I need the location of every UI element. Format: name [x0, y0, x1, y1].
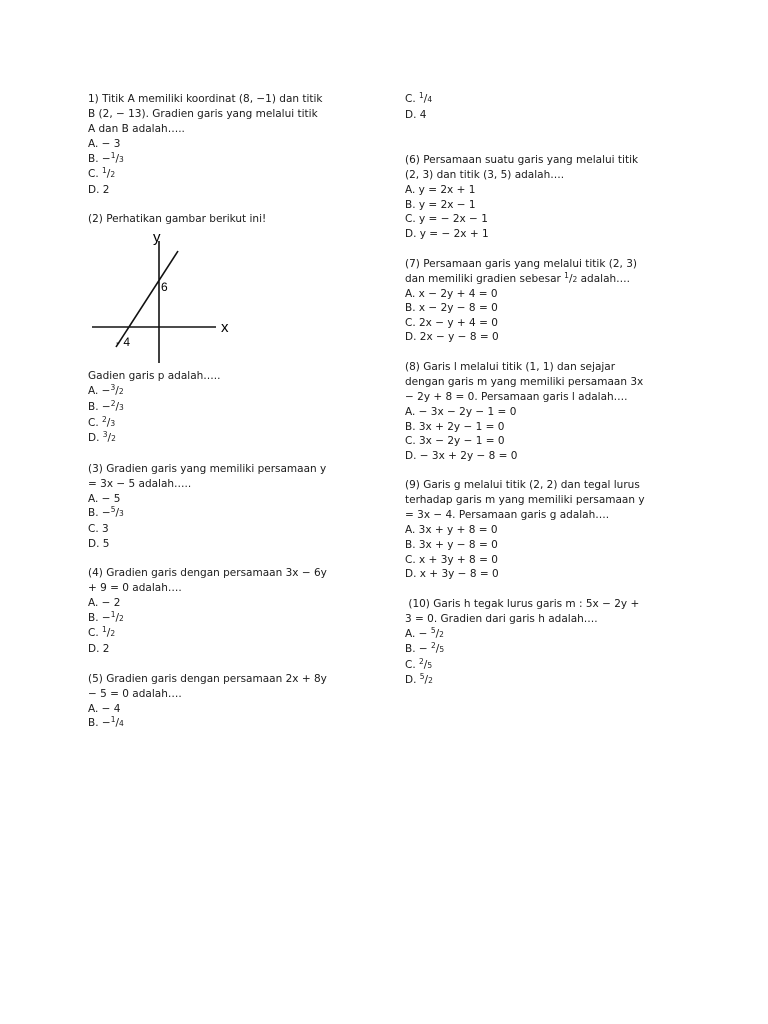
answer-option: [405, 538, 645, 553]
fraction-denominator: 3: [119, 402, 124, 412]
answer-option: [405, 405, 645, 420]
question-text: (2) Perhatikan gambar berikut ini!: [88, 213, 267, 226]
answer-options: [88, 384, 328, 446]
option-label: C.: [88, 416, 103, 429]
option-label: D. 2: [88, 642, 110, 655]
option-label: A. − 4: [88, 702, 121, 715]
option-label: B. −: [88, 717, 111, 730]
y-intercept-label: 6: [161, 280, 168, 295]
fraction-denominator: 5: [439, 645, 445, 655]
fraction-denominator: 2: [118, 387, 124, 397]
option-label: B. y = 2x − 1: [405, 198, 476, 211]
fraction-slash: /: [435, 627, 440, 640]
fraction-denominator: 2: [119, 613, 124, 623]
fraction-denominator: 3: [119, 154, 124, 164]
question-text: (5) Gradien garis dengan persamaan 2x + 8y − 5 = 0 adalah….: [88, 672, 331, 700]
answer-options: [88, 596, 328, 656]
fraction-slash: /: [115, 717, 120, 730]
fraction-slash: /: [106, 416, 111, 429]
answer-option: [405, 92, 645, 108]
fraction-numerator: 2: [110, 398, 116, 408]
answer-option: [405, 553, 645, 568]
fraction-slash: /: [115, 611, 120, 624]
answer-option: [405, 673, 645, 689]
fraction-numerator: 3: [110, 383, 116, 393]
answer-option: [88, 642, 328, 657]
answer-option: [88, 400, 328, 416]
fraction-denominator: 3: [110, 418, 116, 428]
question-text: (9) Garis g melalui titik (2, 2) dan tegal lurus terhadap garis m yang memiliki persamaan y = 3x − 4. Persamaan garis g adalah….: [405, 479, 648, 522]
question-8: [405, 360, 645, 463]
question-text: [405, 257, 645, 287]
option-label: A. −: [88, 385, 111, 398]
question-text: (6) Persamaan suatu garis yang melalui titik (2, 3) dan titik (3, 5) adalah….: [405, 154, 642, 182]
option-label: C.: [405, 658, 420, 671]
answer-options: [405, 92, 645, 122]
option-label: B. −: [88, 400, 111, 413]
answer-option: [405, 420, 645, 435]
answer-options: [88, 492, 328, 551]
answer-option: [405, 330, 645, 345]
question-text: 1) Titik A memiliki koordinat (8, −1) dan titik B (2, − 13). Gradien garis yang melalui titik A dan B adalah…..: [88, 93, 326, 135]
fraction-numerator: 1: [110, 715, 116, 725]
fraction-slash: /: [423, 658, 428, 671]
line-graph-figure: [88, 231, 248, 367]
fraction-numerator: 3: [102, 430, 108, 440]
question-7: [405, 257, 645, 345]
answer-option: [88, 183, 328, 198]
answer-option: [88, 431, 328, 447]
answer-option: [88, 537, 328, 552]
fraction-slash: /: [115, 400, 120, 413]
fraction-slash: /: [115, 385, 119, 398]
option-label: C. y = − 2x − 1: [405, 213, 488, 226]
option-label: D.: [88, 432, 103, 445]
question-text-end: adalah….: [577, 272, 630, 285]
option-label: B. x − 2y − 8 = 0: [405, 302, 498, 315]
answer-option: [88, 611, 328, 627]
option-label: C. x + 3y + 8 = 0: [405, 553, 498, 566]
answer-option: [88, 522, 328, 537]
fraction-slash: /: [568, 272, 573, 285]
option-label: C. 3x − 2y − 1 = 0: [405, 435, 505, 448]
fraction-denominator: 2: [111, 434, 116, 444]
question-text-start: (7) Persamaan garis yang melalui titik (2, 3) dan memiliki gradien sebesar: [405, 257, 641, 285]
answer-option: [405, 449, 645, 464]
option-label: A. y = 2x + 1: [405, 184, 476, 197]
option-label: A. x − 2y + 4 = 0: [405, 287, 498, 300]
question-9: [405, 478, 648, 581]
fraction-denominator: 4: [427, 95, 433, 104]
answer-options: [405, 405, 645, 463]
question-text: (3) Gradien garis yang memiliki persamaan y = 3x − 5 adalah…..: [88, 462, 330, 490]
option-label: D. 2: [88, 183, 110, 196]
fraction-denominator: 3: [119, 509, 124, 519]
fraction-denominator: 5: [427, 660, 433, 670]
option-label: D.: [405, 674, 420, 687]
question-5-continued: [405, 92, 645, 122]
answer-option: [405, 212, 645, 227]
answer-option: [88, 506, 328, 522]
answer-options: [405, 627, 645, 689]
answer-option: [88, 167, 328, 183]
answer-option: [405, 108, 645, 123]
fraction-numerator: 1: [110, 150, 116, 160]
option-label: B. 3x + y − 8 = 0: [405, 538, 498, 551]
question-4: [88, 566, 331, 656]
answer-option: [88, 702, 328, 717]
fraction-slash: /: [115, 152, 120, 165]
fraction-numerator: 1: [110, 609, 116, 619]
answer-option: [88, 416, 328, 432]
option-label: B. −: [88, 611, 111, 624]
answer-option: [405, 301, 645, 316]
option-label: C. 2x − y + 4 = 0: [405, 316, 498, 329]
answer-option: [405, 523, 645, 538]
answer-option: [405, 287, 645, 302]
answer-option: [405, 434, 645, 449]
answer-options: [88, 137, 328, 197]
answer-option: [88, 626, 328, 642]
answer-options: [405, 523, 645, 581]
answer-option: [405, 316, 645, 331]
fraction-slash: /: [106, 168, 111, 181]
x-intercept-label: - 4: [116, 335, 131, 350]
fraction-denominator: 2: [110, 170, 116, 180]
fraction-denominator: 2: [439, 629, 444, 639]
question-10: [405, 597, 645, 689]
question-6: [405, 153, 645, 241]
option-label: B. −: [88, 152, 111, 165]
answer-option: [405, 227, 645, 242]
fraction-numerator: 2: [419, 656, 424, 666]
fraction-slash: /: [107, 432, 112, 445]
answer-option: [405, 642, 645, 658]
answer-option: [88, 716, 328, 732]
option-label: A. − 3x − 2y − 1 = 0: [405, 405, 517, 418]
option-label: A. −: [405, 627, 431, 640]
question-1: [88, 92, 328, 197]
line-p: [116, 251, 178, 350]
option-label: D. 4: [405, 108, 427, 121]
question-5: [88, 672, 331, 732]
option-label: C.: [88, 168, 103, 181]
answer-option: [88, 152, 328, 168]
option-label: C. 3: [88, 522, 109, 535]
fraction-denominator: 4: [119, 719, 124, 729]
fraction-numerator: 1: [419, 91, 424, 100]
answer-option: [88, 137, 328, 152]
fraction-denominator: 2: [110, 629, 116, 639]
option-label: B. 3x + 2y − 1 = 0: [405, 420, 505, 433]
question-text: (8) Garis l melalui titik (1, 1) dan sejajar dengan garis m yang memiliki persamaan 3x − 2y + 8 = 0. Persamaan garis l adalah….: [405, 360, 647, 403]
fraction-numerator: 1: [564, 270, 569, 280]
y-axis-label: y: [153, 231, 161, 247]
answer-option: [88, 596, 328, 611]
option-label: A. 3x + y + 8 = 0: [405, 524, 498, 537]
option-label: A. − 3: [88, 138, 121, 150]
fraction-slash: /: [115, 507, 120, 520]
answer-option: [405, 627, 645, 643]
question-text: (10) Garis h tegak lurus garis m : 5x − 2y + 3 = 0. Gradien dari garis h adalah….: [405, 597, 643, 625]
right-column: [405, 91, 648, 704]
fraction-slash: /: [424, 674, 429, 687]
option-label: B. −: [405, 643, 432, 656]
question-prompt: Gadien garis p adalah…..: [88, 370, 221, 383]
answer-option: [405, 183, 645, 198]
fraction-numerator: 5: [419, 672, 425, 682]
fraction-numerator: 2: [102, 414, 107, 424]
answer-option: [405, 567, 645, 582]
option-label: D. − 3x + 2y − 8 = 0: [405, 449, 518, 462]
fraction-numerator: 1: [102, 166, 107, 176]
fraction-denominator: 2: [428, 676, 433, 686]
answer-options: [88, 702, 328, 732]
answer-option: [88, 492, 328, 507]
question-3: [88, 462, 328, 551]
fraction-numerator: 5: [430, 625, 436, 635]
option-label: D. y = − 2x + 1: [405, 227, 489, 240]
question-text: (4) Gradien garis dengan persamaan 3x − 6y + 9 = 0 adalah….: [88, 567, 331, 595]
fraction-slash: /: [106, 627, 111, 640]
option-label: B. −: [88, 507, 111, 520]
fraction-slash: /: [435, 643, 440, 656]
option-label: D. x + 3y − 8 = 0: [405, 568, 499, 581]
answer-option: [405, 198, 645, 213]
x-axis-label: x: [221, 319, 229, 337]
option-label: C.: [88, 627, 103, 640]
fraction-slash: /: [423, 93, 428, 105]
answer-options: [405, 287, 645, 345]
fraction-numerator: 2: [431, 641, 436, 651]
option-label: D. 5: [88, 537, 110, 550]
fraction-numerator: 5: [110, 505, 116, 515]
option-label: D. 2x − y − 8 = 0: [405, 331, 499, 344]
answer-option: [405, 658, 645, 674]
fraction-denominator: 2: [572, 274, 578, 284]
left-column: [88, 92, 331, 747]
fraction-numerator: 1: [102, 625, 107, 635]
answer-options: [405, 183, 645, 241]
question-2: [88, 212, 328, 446]
answer-option: [88, 384, 328, 400]
option-label: A. − 5: [88, 492, 121, 505]
option-label: C.: [405, 93, 420, 105]
option-label: A. − 2: [88, 597, 121, 610]
